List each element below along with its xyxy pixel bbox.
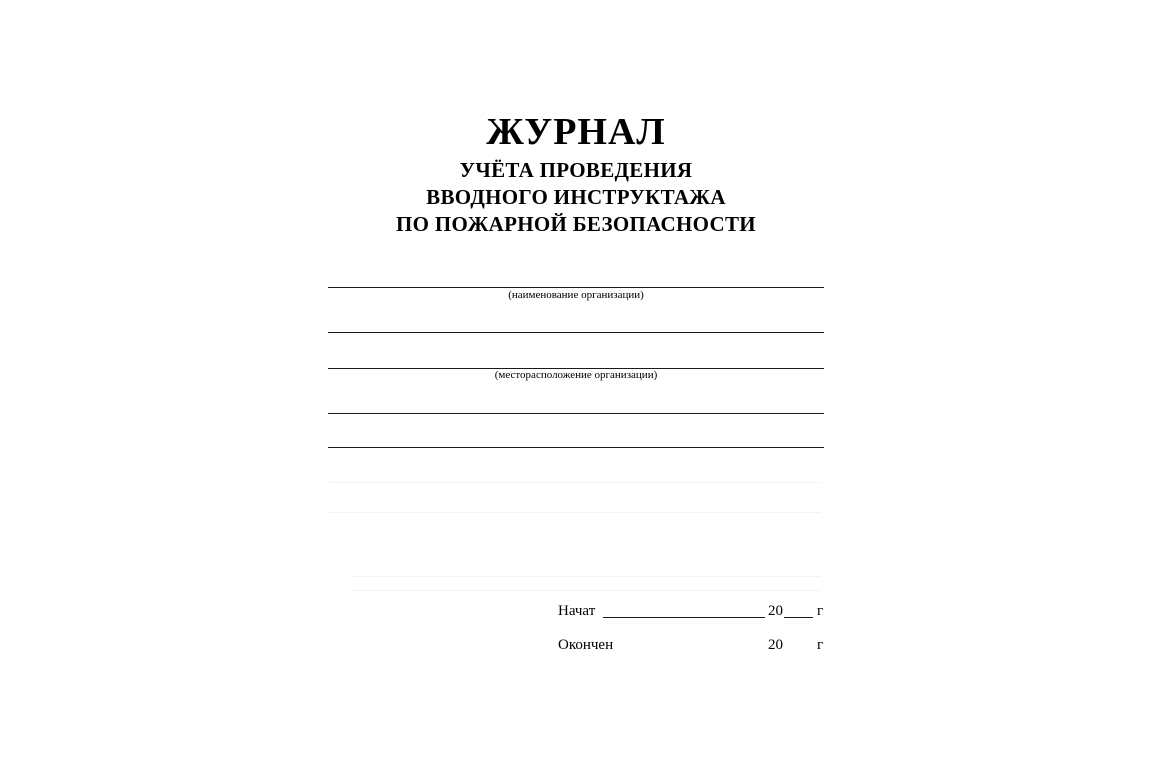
started-date-blank[interactable] <box>603 617 765 618</box>
faint-line <box>350 590 820 591</box>
org-location-caption: (месторасположение организации) <box>494 369 658 381</box>
org-name-line[interactable] <box>328 287 824 288</box>
extra-line-1[interactable] <box>328 413 824 414</box>
ended-year-prefix: 20 <box>768 637 783 653</box>
journal-title: ЖУРНАЛ <box>486 111 666 153</box>
org-name-caption: (наименование организации) <box>508 289 644 301</box>
started-year-suffix: г <box>817 603 824 619</box>
journal-subtitle-line-1: УЧЁТА ПРОВЕДЕНИЯ <box>459 158 693 182</box>
org-name-line-2[interactable] <box>328 332 824 333</box>
faint-line <box>330 482 820 483</box>
journal-subtitle-line-3: ПО ПОЖАРНОЙ БЕЗОПАСНОСТИ <box>396 212 756 236</box>
ended-label: Окончен <box>558 637 614 653</box>
faint-line <box>330 512 820 513</box>
extra-line-2[interactable] <box>328 447 824 448</box>
faint-line <box>350 576 820 577</box>
ended-year-suffix: г <box>817 637 824 653</box>
journal-subtitle-line-2: ВВОДНОГО ИНСТРУКТАЖА <box>426 185 726 209</box>
started-label: Начат <box>558 603 596 619</box>
started-year-prefix: 20 <box>768 603 783 619</box>
started-year-blank[interactable] <box>784 617 813 618</box>
